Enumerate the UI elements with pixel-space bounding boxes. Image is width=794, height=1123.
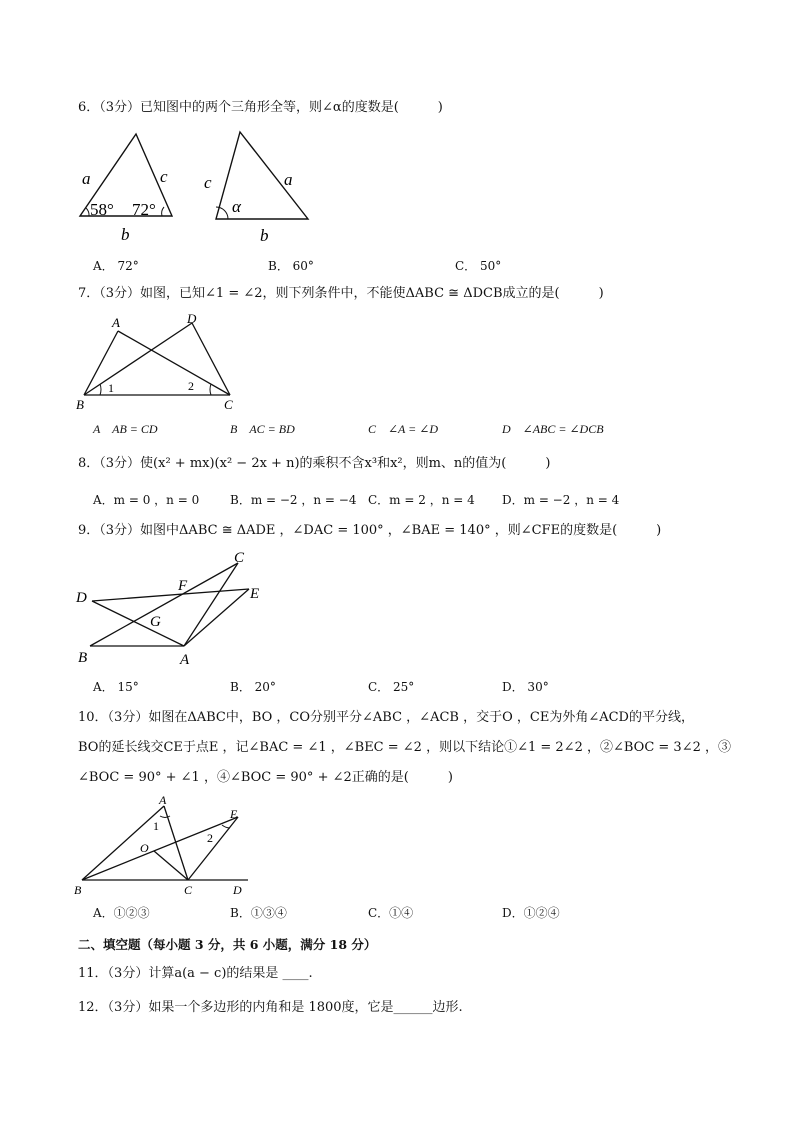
q7-figure [70, 308, 250, 416]
q9-label-F: F [178, 578, 188, 594]
q9-label-D: D [76, 590, 87, 606]
q7-label-A: A [112, 315, 120, 330]
q7-label-C: C [224, 397, 233, 412]
q9-label-E: E [250, 586, 260, 602]
q9-figure [70, 548, 280, 670]
q6-fig2-label-a: a [284, 170, 293, 189]
q6-figure-1 [74, 128, 184, 248]
q6-option-b: B． 60° [268, 259, 314, 273]
q10-stem-line-2: BO的延长线交CE于点E ，记∠BAC = ∠1 ，∠BEC = ∠2 ，则以下结论①∠1 = 2∠2 ，②∠BOC = 3∠2 ，③ [78, 740, 731, 755]
q7-option-b: B AC = BD [230, 422, 295, 436]
q7-label-B: B [76, 397, 84, 412]
q10-label-B: B [74, 883, 82, 897]
q10-option-c: C．①④ [368, 906, 414, 920]
q7-option-c: C ∠A = ∠D [368, 422, 438, 436]
q6-fig1-angle-72: 72° [132, 200, 156, 219]
q6-fig1-label-b: b [121, 225, 130, 244]
q6-fig2-label-alpha: α [232, 197, 241, 216]
q10-label-1: 1 [153, 819, 159, 833]
q10-label-E: E [230, 807, 238, 821]
q10-label-A: A [159, 793, 167, 807]
q7-label-D: D [187, 311, 197, 326]
q7-stem: 7．（3分）如图，已知∠1 = ∠2，则下列条件中，不能使ΔABC ≅ ΔDCB成立的是( ) [78, 286, 604, 301]
q11-stem: 11．（3分）计算a(a − c)的结果是 ____. [78, 966, 313, 981]
q10-option-d: D．①②④ [502, 906, 560, 920]
q8-option-c: C．m = 2 ，n = 4 [368, 493, 475, 507]
q9-label-G: G [150, 614, 161, 630]
q10-label-D: D [233, 883, 242, 897]
q8-option-d: D．m = −2 ，n = 4 [502, 493, 620, 507]
q6-option-a: A． 72° [93, 259, 139, 273]
q8-stem: 8．（3分）使(x² + mx)(x² − 2x + n)的乘积不含x³和x²，则m、n的值为( ) [78, 456, 551, 471]
q6-option-c: C． 50° [455, 259, 502, 273]
q10-label-O: O [140, 841, 149, 855]
q12-stem: 12．（3分）如果一个多边形的内角和是 1800度，它是______边形. [78, 1000, 463, 1015]
section-2-heading: 二、填空题（每小题 3 分，共 6 小题，满分 18 分） [78, 937, 377, 952]
q9-option-b: B． 20° [230, 680, 276, 694]
q6-fig2-label-c: c [204, 173, 212, 192]
q10-option-b: B．①③④ [230, 906, 287, 920]
q10-option-a: A．①②③ [93, 906, 150, 920]
q9-option-a: A． 15° [93, 680, 139, 694]
q6-fig1-angle-58: 58° [90, 200, 114, 219]
q8-option-a: A．m = 0 ，n = 0 [93, 493, 200, 507]
q10-label-2: 2 [207, 831, 213, 845]
q8-option-b: B．m = −2 ，n = −4 [230, 493, 357, 507]
q6-fig1-label-a: a [82, 169, 91, 188]
q10-figure [70, 792, 260, 900]
q9-stem: 9．（3分）如图中ΔABC ≅ ΔADE ，∠DAC = 100° ，∠BAE = 140° ，则∠CFE的度数是( ) [78, 523, 662, 538]
q6-fig2-label-b: b [260, 226, 269, 245]
q10-stem-line-1: 10．（3分）如图在ΔABC中，BO ，CO分别平分∠ABC ，∠ACB ，交于O ，CE为外角∠ACD的平分线， [78, 710, 694, 725]
q9-label-A: A [180, 652, 190, 668]
q9-label-C: C [234, 550, 245, 566]
q6-fig1-label-c: c [160, 167, 168, 186]
q7-option-d: D ∠ABC = ∠DCB [502, 422, 604, 436]
q7-label-2: 2 [188, 379, 194, 393]
q9-option-c: C． 25° [368, 680, 415, 694]
q6-stem: 6．（3分）已知图中的两个三角形全等，则∠α的度数是( ) [78, 100, 443, 115]
q9-option-d: D． 30° [502, 680, 549, 694]
q10-label-C: C [184, 883, 193, 897]
q7-label-1: 1 [108, 381, 114, 395]
q6-figure-2 [200, 128, 315, 248]
q7-option-a: A AB = CD [93, 422, 158, 436]
q10-stem-line-3: ∠BOC = 90° + ∠1 ，④∠BOC = 90° + ∠2正确的是( ) [78, 770, 453, 785]
q9-label-B: B [78, 650, 88, 666]
